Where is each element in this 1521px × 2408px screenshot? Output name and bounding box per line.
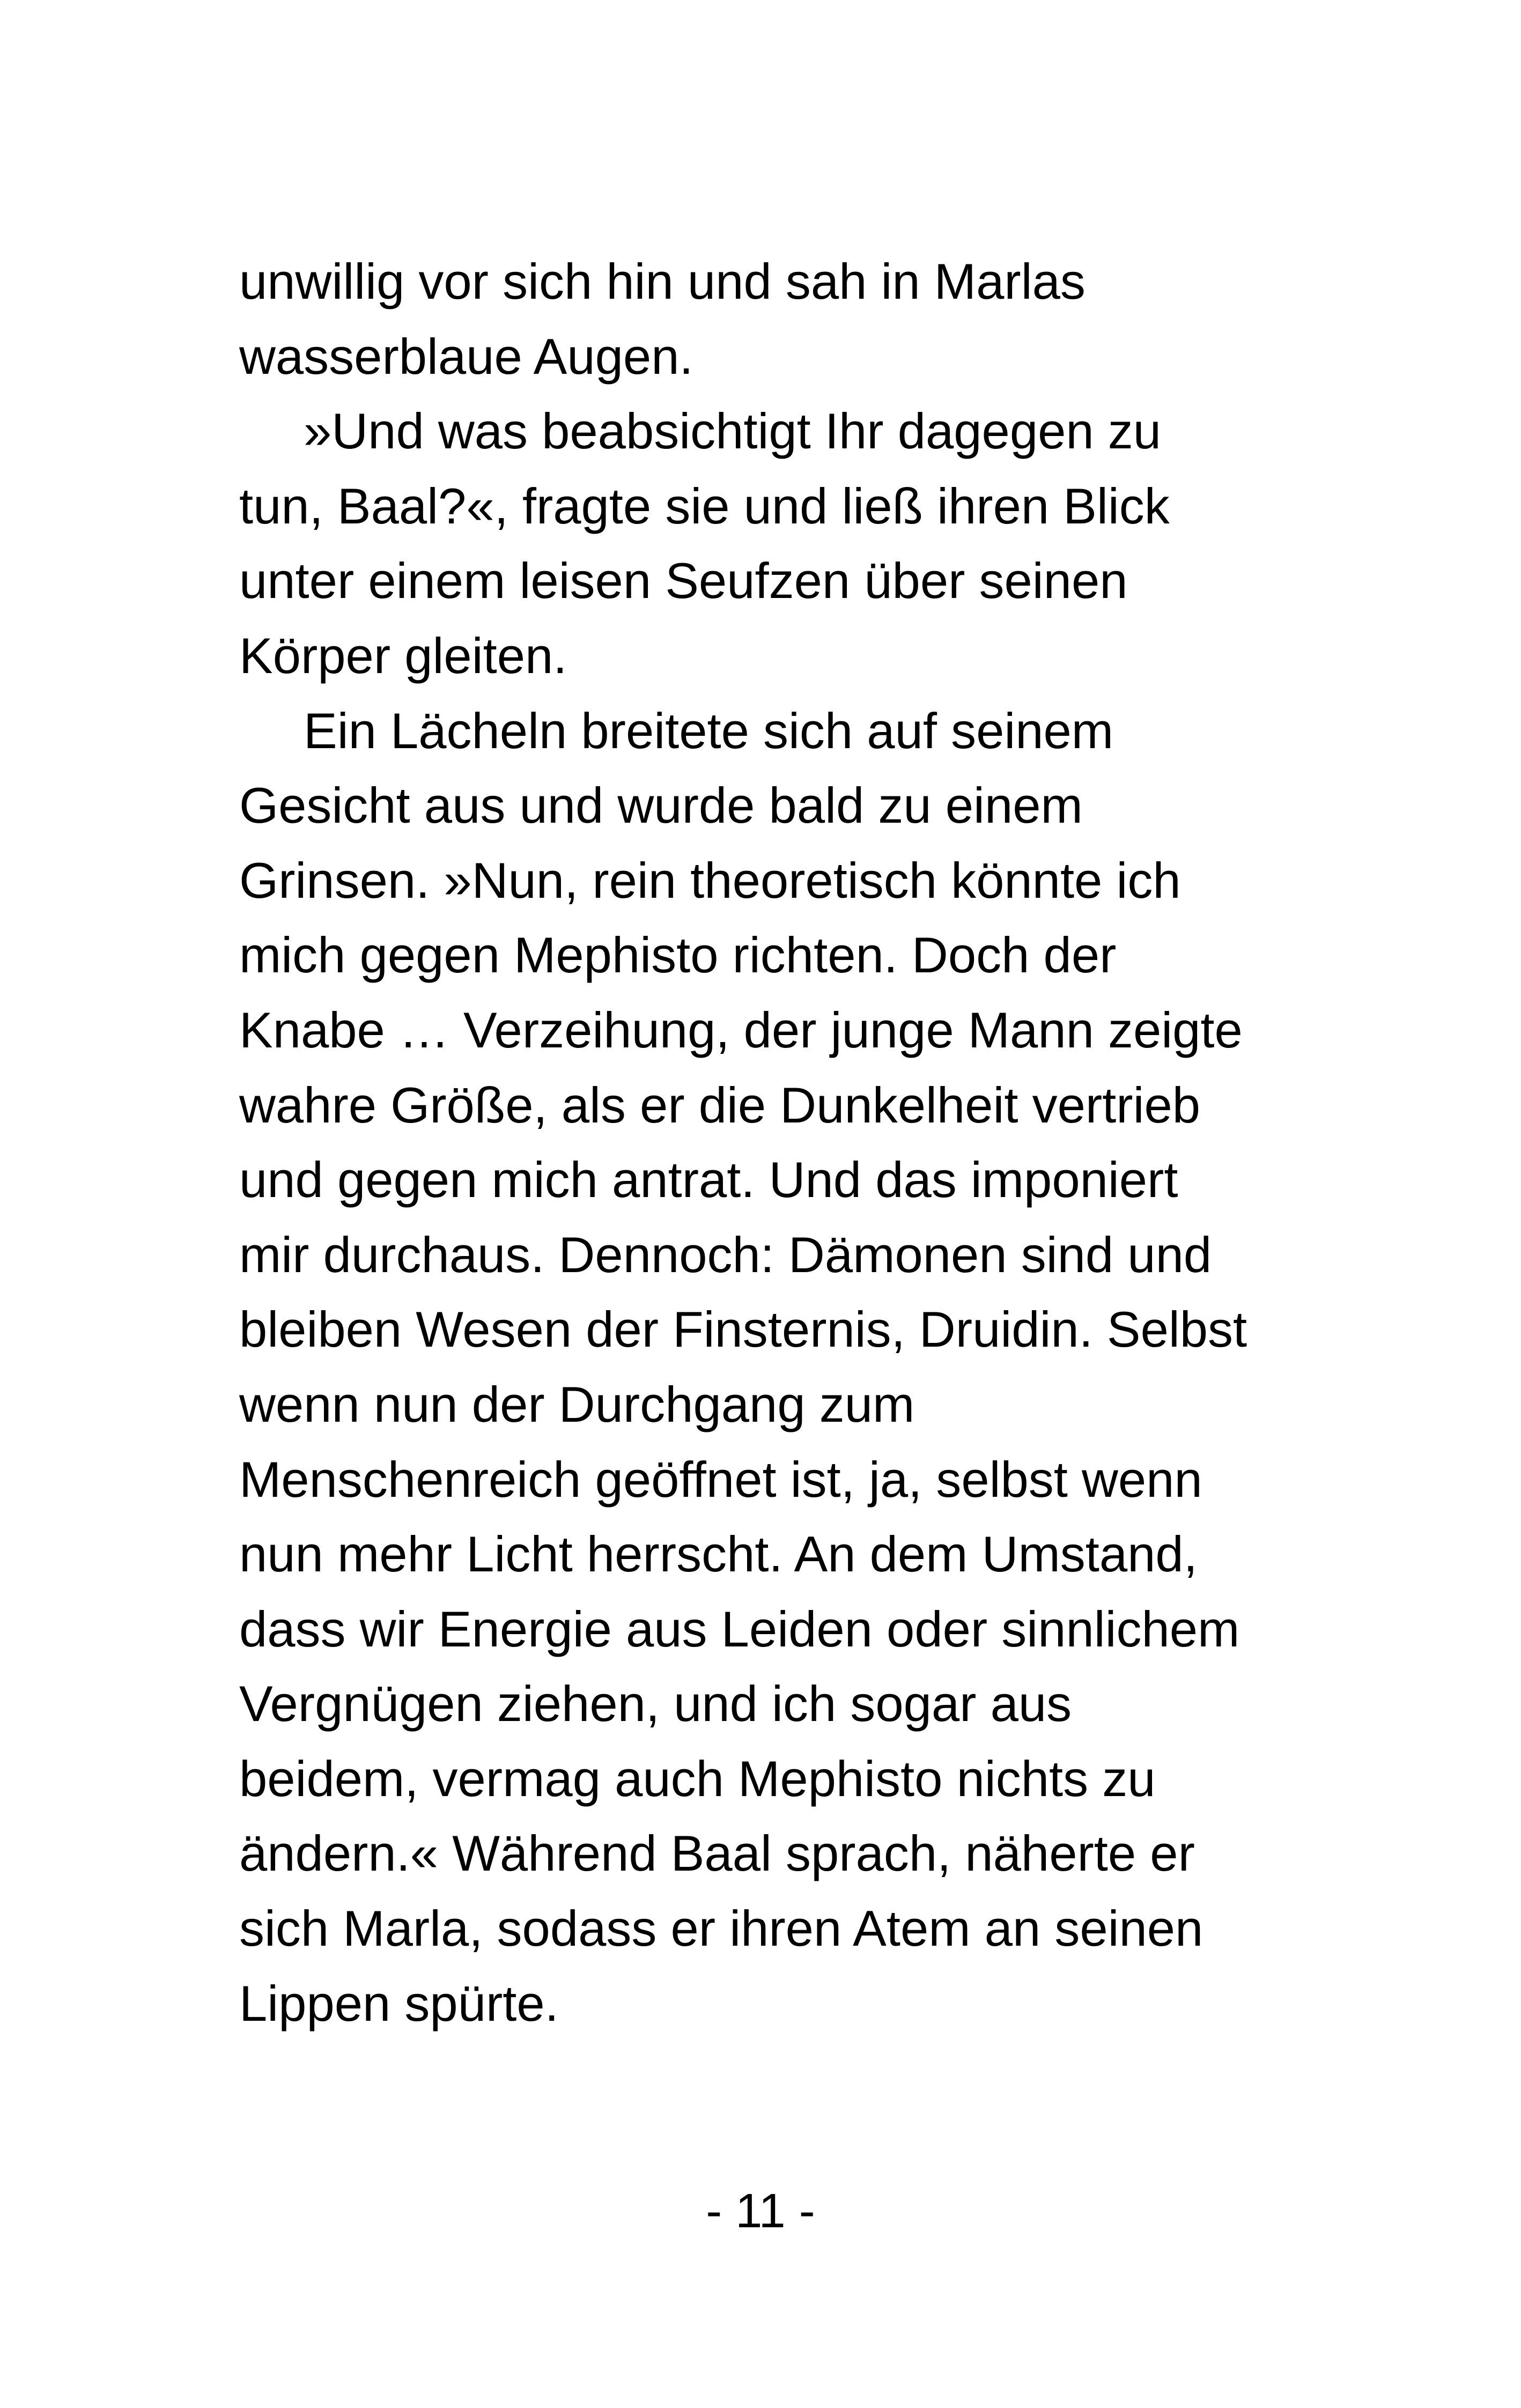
text-line: Knabe … Verzeihung, der junge Mann zeigte — [239, 1001, 1243, 1058]
text-line: Körper gleiten. — [239, 627, 567, 684]
text-line: mir durchaus. Dennoch: Dämonen sind und — [239, 1226, 1212, 1283]
text-line: bleiben Wesen der Finsternis, Druidin. Selbst — [239, 1301, 1247, 1358]
text-line: »Und was beabsichtigt Ihr dagegen zu — [304, 403, 1162, 460]
text-line: mich gegen Mephisto richten. Doch der — [239, 927, 1117, 984]
text-line: Grinsen. »Nun, rein theoretisch könnte ich — [239, 852, 1181, 908]
body-text — [239, 244, 1365, 2041]
text-line: Ein Lächeln breitete sich auf seinem — [304, 702, 1114, 759]
text-line: wahre Größe, als er die Dunkelheit vertrieb — [239, 1076, 1201, 1133]
text-line: beidem, vermag auch Mephisto nichts zu — [239, 1750, 1156, 1807]
text-line: ändern.« Während Baal sprach, näherte er — [239, 1825, 1195, 1882]
text-line: unter einem leisen Seufzen über seinen — [239, 552, 1128, 609]
text-line: wasserblaue Augen. — [239, 328, 693, 385]
text-line: unwillig vor sich hin und sah in Marlas — [239, 253, 1086, 309]
text-line: nun mehr Licht herrscht. An dem Umstand, — [239, 1526, 1198, 1583]
text-line: wenn nun der Durchgang zum — [239, 1376, 915, 1432]
text-line: tun, Baal?«, fragte sie und ließ ihren Blick — [239, 477, 1170, 534]
text-line: dass wir Energie aus Leiden oder sinnlichem — [239, 1600, 1240, 1657]
page-number: - 11 - — [706, 2184, 815, 2238]
text-line: und gegen mich antrat. Und das imponiert — [239, 1151, 1178, 1208]
text-line: Gesicht aus und wurde bald zu einem — [239, 777, 1083, 834]
text-line: Lippen spürte. — [239, 1975, 559, 2032]
text-line: Menschenreich geöffnet ist, ja, selbst wenn — [239, 1451, 1202, 1508]
text-line: sich Marla, sodass er ihren Atem an seinen — [239, 1900, 1203, 1957]
text-line: Vergnügen ziehen, und ich sogar aus — [239, 1675, 1072, 1732]
